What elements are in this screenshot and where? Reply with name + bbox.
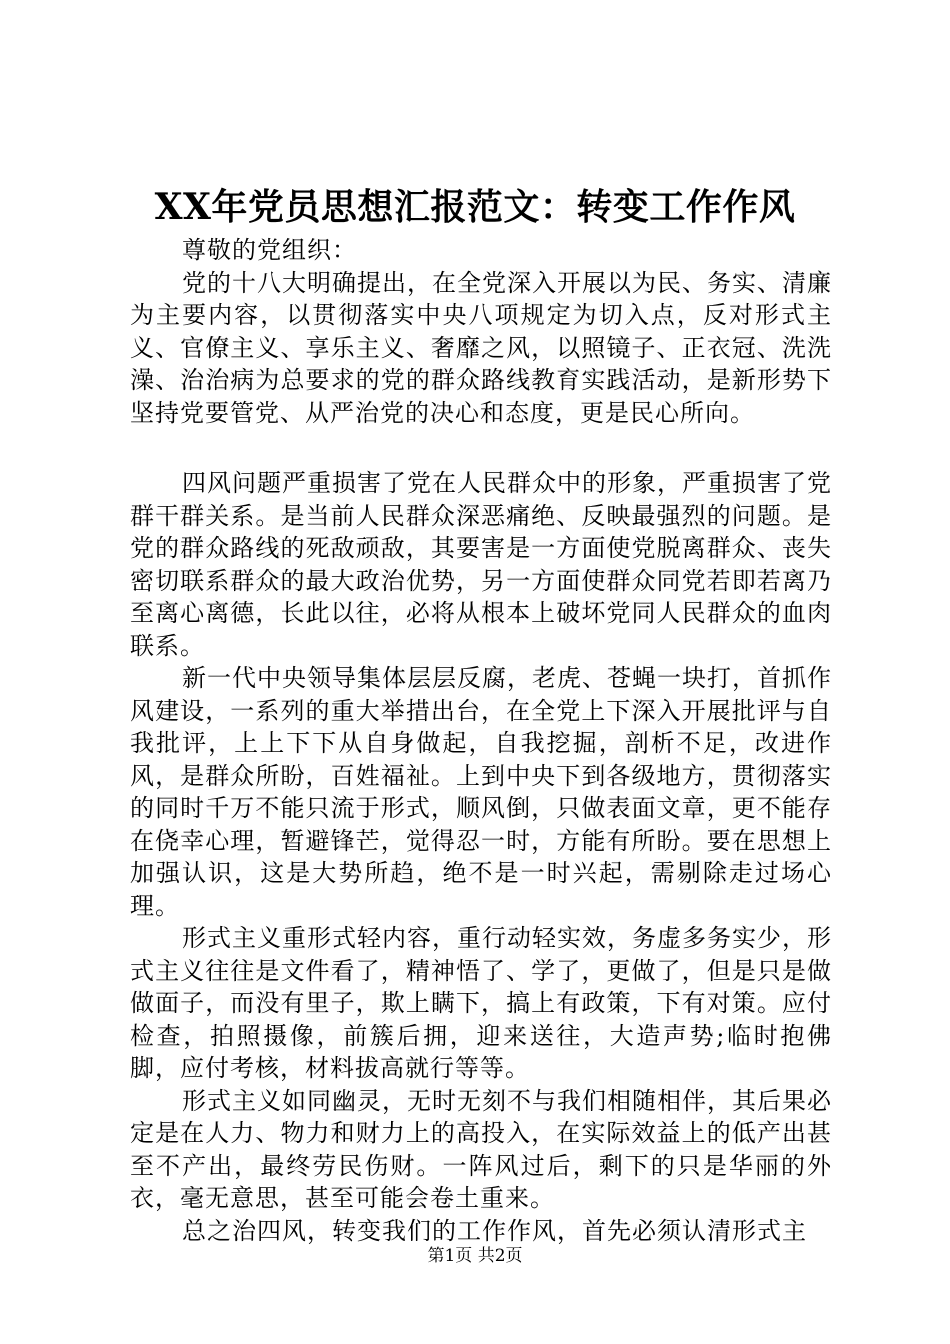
paragraph-6: 总之治四风，转变我们的工作作风，首先必须认清形式主: [182, 1216, 807, 1245]
paragraph-4: 形式主义重形式轻内容，重行动轻实效，务虚多务实少，形式主义往往是文件看了，精神悟了、学了，更做了，但是只是做做面子，而没有里子，欺上瞒下，搞上有政策，下有对策。应付检查，拍照摄像，前簇后拥，迎来送往，大造声势;临时抱佛脚，应付考核，材料拔高就行等等。: [130, 924, 832, 1082]
page-footer: [0, 1244, 950, 1268]
paragraph-5: 形式主义如同幽灵，无时无刻不与我们相随相伴，其后果必定是在人力、物力和财力上的高投入，在实际效益上的低产出甚至不产出，最终劳民伤财。一阵风过后，剩下的只是华丽的外衣，毫无意思，甚至可能会卷土重来。: [130, 1086, 832, 1212]
paragraph-2: 四风问题严重损害了党在人民群众中的形象，严重损害了党群干群关系。是当前人民群众深恶痛绝、反映最强烈的问题。是党的群众路线的死敌顽敌，其要害是一方面使党脱离群众、丧失密切联系群众的最大政治优势，另一方面使群众同党若即若离乃至离心离德，长此以往，必将从根本上破坏党同人民群众的血肉联系。: [130, 469, 832, 660]
page-indicator: 第1页 共2页: [427, 1246, 523, 1266]
paragraph-1: 党的十八大明确提出，在全党深入开展以为民、务实、清廉为主要内容，以贯彻落实中央八项规定为切入点，反对形式主义、官僚主义、享乐主义、奢靡之风，以照镜子、正衣冠、洗洗澡、治治病为总要求的党的群众路线教育实践活动，是新形势下坚持党要管党、从严治党的决心和态度，更是民心所向。: [130, 268, 832, 427]
paragraph-3: 新一代中央领导集体层层反腐，老虎、苍蝇一块打，首抓作风建设，一系列的重大举措出台，在全党上下深入开展批评与自我批评，上上下下从自身做起，自我挖掘，剖析不足，改进作风，是群众所盼，百姓福祉。上到中央下到各级地方，贯彻落实的同时千万不能只流于形式，顺风倒，只做表面文章，更不能存在侥幸心理，暂避锋芒，觉得忍一时，方能有所盼。要在思想上加强认识，这是大势所趋，绝不是一时兴起，需剔除走过场心理。: [130, 664, 832, 920]
salutation: 尊敬的党组织：: [182, 236, 357, 264]
document-body: [130, 234, 832, 1247]
document-title: XX年党员思想汇报范文：转变工作作风: [154, 186, 796, 228]
